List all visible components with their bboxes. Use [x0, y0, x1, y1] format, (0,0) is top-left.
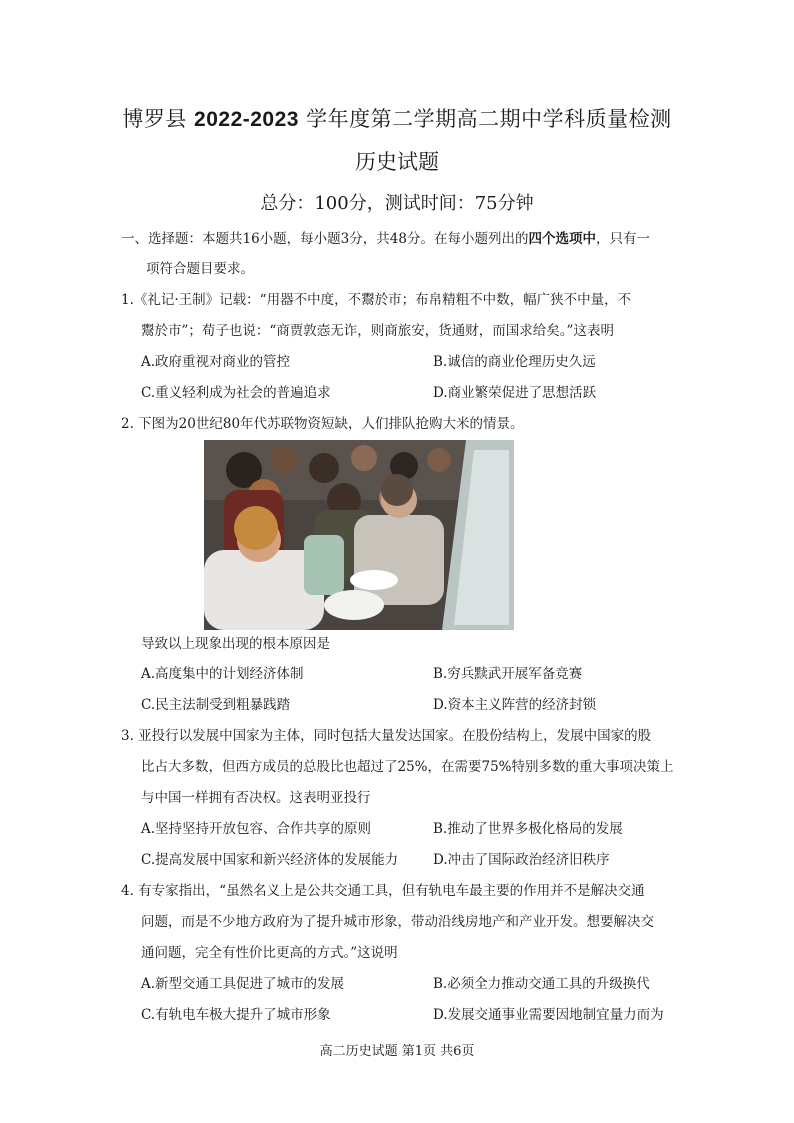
question-3-option-d: D.冲击了国际政治经济旧秩序: [433, 852, 610, 868]
question-1-option-d: D.商业繁荣促进了思想活跃: [433, 385, 597, 401]
question-1-option-c: C.重义轻利成为社会的普遍追求: [141, 385, 331, 401]
question-4-stem: 4. 有专家指出，“虽然名义上是公共交通工具，但有轨电车最主要的作用并不是解决交通: [121, 883, 645, 899]
question-1-option-a: A.政府重视对商业的管控: [141, 354, 291, 370]
question-2-prompt: 导致以上现象出现的根本原因是: [141, 636, 330, 652]
question-3-option-c: C.提高发展中国家和新兴经济体的发展能力: [141, 852, 399, 868]
question-3-stem-cont2: 与中国一样拥有否决权。这表明亚投行: [141, 790, 371, 806]
question-2-option-c: C.民主法制受到粗暴践踏: [141, 697, 291, 713]
question-1-stem-cont: 鬻於市”；荀子也说：“商贾敦悫无诈，则商旅安，货通财，而国求给矣。”这表明: [141, 323, 614, 339]
exam-title: [0, 103, 794, 133]
question-3-option-a: A.坚持坚持开放包容、合作共享的原则: [141, 821, 372, 837]
question-1-option-b: B.诚信的商业伦理历史久远: [433, 354, 596, 370]
exam-subject: 历史试题: [355, 150, 439, 174]
exam-meta: 总分：100分，测试时间：75分钟: [260, 193, 534, 214]
question-4-option-a: A.新型交通工具促进了城市的发展: [141, 976, 345, 992]
title-year: 2022-2023: [194, 108, 299, 131]
section-instructions: 一、选择题：本题共16小题，每小题3分，共48分。在每小题列出的四个选项中，只有一: [121, 231, 650, 247]
question-1-stem: 1.《礼记·王制》记载：“用器不中度，不鬻於市；布帛精粗不中数，幅广狭不中量，不: [121, 292, 632, 308]
queue-photo: [204, 440, 514, 630]
question-4-stem-cont: 问题，而是不少地方政府为了提升城市形象，带动沿线房地产和产业开发。想要解决交: [141, 914, 654, 930]
question-4-option-c: C.有轨电车极大提升了城市形象: [141, 1007, 331, 1023]
title-term: 学年度第二学期高二期中学科质量检测: [306, 107, 672, 131]
question-2-option-d: D.资本主义阵营的经济封锁: [433, 697, 597, 713]
section-instructions-cont: 项符合题目要求。: [146, 261, 254, 277]
page-footer: 高二历史试题 第1页 共6页: [319, 1044, 475, 1059]
question-4-option-d: D.发展交通事业需要因地制宜量力而为: [433, 1007, 664, 1023]
title-county: 博罗县: [122, 107, 187, 131]
question-4-option-b: B.必须全力推动交通工具的升级换代: [433, 976, 650, 992]
question-2-option-b: B.穷兵黩武开展军备竞赛: [433, 666, 583, 682]
question-2-stem: 2. 下图为20世纪80年代苏联物资短缺，人们排队抢购大米的情景。: [121, 416, 524, 432]
queue-photo-illustration: [204, 440, 514, 630]
question-3-option-b: B.推动了世界多极化格局的发展: [433, 821, 623, 837]
question-2-option-a: A.高度集中的计划经济体制: [141, 666, 304, 682]
question-4-stem-cont2: 通问题，完全有性价比更高的方式。”这说明: [141, 945, 398, 961]
question-3-stem-cont: 比占大多数，但西方成员的总股比也超过了25%，在需要75%特别多数的重大事项决策上: [141, 759, 674, 775]
question-3-stem: 3. 亚投行以发展中国家为主体，同时包括大量发达国家。在股份结构上，发展中国家的股: [121, 728, 652, 744]
